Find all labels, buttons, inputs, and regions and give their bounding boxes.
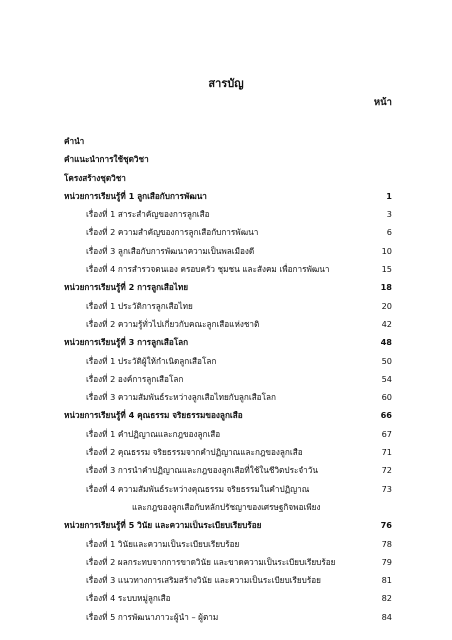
toc-entry-row	[64, 589, 392, 607]
toc-entry-row	[64, 443, 392, 461]
toc-entry-text: คำนำ	[64, 136, 85, 146]
toc-heading-row	[64, 169, 392, 187]
toc-entry-text: เรื่องที่ 1 ประวัติการลูกเสือไทย	[86, 300, 193, 311]
toc-page-number: 73	[381, 483, 392, 494]
toc-entry-row	[64, 297, 392, 315]
toc-entry-row	[64, 223, 392, 241]
toc-entry-text: เรื่องที่ 3 การนำคำปฏิญาณและกฎของลูกเสือที่ใช้ในชีวิตประจำวัน	[86, 465, 318, 476]
toc-entry-row	[64, 260, 392, 278]
toc-entry-row	[64, 461, 392, 479]
toc-entry-text: เรื่องที่ 2 ความสำคัญของการลูกเสือกับการพัฒนา	[86, 227, 259, 238]
toc-entry-text: โครงสร้างชุดวิชา	[64, 172, 126, 183]
toc-page-number: 3	[386, 209, 392, 220]
toc-unit-row	[64, 187, 392, 205]
toc-entry-text: เรื่องที่ 2 คุณธรรม จริยธรรมจากคำปฏิญาณและกฎของลูกเสือ	[86, 447, 303, 458]
toc-entry-row	[64, 535, 392, 553]
toc-entry-text: เรื่องที่ 3 ความสัมพันธ์ระหว่างลูกเสือไทยกับลูกเสือโลก	[86, 392, 276, 403]
toc-entry-text: หน่วยการเรียนรู้ที่ 2 การลูกเสือไทย	[64, 282, 189, 293]
toc-entry-text: เรื่องที่ 1 วินัยและความเป็นระเบียบเรียบร้อย	[86, 538, 240, 549]
toc-entry-text: เรื่องที่ 2 ความรู้ทั่วไปเกี่ยวกับคณะลูกเสือแห่งชาติ	[86, 318, 260, 329]
toc-entry-text: เรื่องที่ 2 ผลกระทบจากการขาดวินัย และขาดความเป็นระเบียบเรียบร้อย	[86, 556, 336, 567]
toc-entry-text: เรื่องที่ 1 สาระสำคัญของการลูกเสือ	[86, 209, 210, 220]
toc-entry-row	[64, 315, 392, 333]
toc-page-number: 6	[386, 227, 392, 238]
page-title: สารบัญ	[208, 77, 244, 90]
toc-unit-row	[64, 278, 392, 296]
toc-page-number: 10	[381, 245, 392, 256]
toc-entry-row	[64, 425, 392, 443]
toc-page-number: 81	[381, 575, 392, 586]
table-of-contents	[64, 132, 392, 626]
toc-page-number: 54	[381, 373, 392, 384]
toc-entry-text: เรื่องที่ 4 การสำรวจตนเอง ครอบครัว ชุมชน และสังคม เพื่อการพัฒนา	[86, 264, 330, 275]
toc-entry-text: หน่วยการเรียนรู้ที่ 1 ลูกเสือกับการพัฒนา	[64, 190, 207, 201]
toc-entry-row	[64, 498, 392, 516]
toc-page-number: 42	[381, 318, 392, 329]
toc-entry-row	[64, 553, 392, 571]
toc-page-number: 20	[381, 300, 392, 311]
toc-entry-row	[64, 370, 392, 388]
toc-heading-row	[64, 150, 392, 168]
toc-entry-text: เรื่องที่ 5 การพัฒนาภาวะผู้นำ – ผู้ตาม	[86, 611, 219, 622]
toc-entry-row	[64, 480, 392, 498]
toc-entry-text: หน่วยการเรียนรู้ที่ 5 วินัย และความเป็นระเบียบเรียบร้อย	[64, 520, 262, 531]
toc-unit-row	[64, 333, 392, 351]
toc-page-number: 66	[380, 410, 392, 421]
toc-page-number: 76	[380, 520, 392, 531]
toc-entry-text: เรื่องที่ 3 แนวทางการเสริมสร้างวินัย และความเป็นระเบียบเรียบร้อย	[86, 575, 321, 586]
toc-page-number: 79	[381, 556, 392, 567]
toc-entry-text: หน่วยการเรียนรู้ที่ 4 คุณธรรม จริยธรรมของลูกเสือ	[64, 410, 243, 421]
toc-entry-row	[64, 608, 392, 626]
toc-page-number: 48	[380, 337, 392, 348]
toc-entry-text: เรื่องที่ 1 คำปฏิญาณและกฎของลูกเสือ	[86, 428, 221, 439]
toc-entry-row	[64, 388, 392, 406]
toc-unit-row	[64, 516, 392, 534]
toc-entry-text: เรื่องที่ 1 ประวัติผู้ให้กำเนิดลูกเสือโลก	[86, 355, 217, 366]
toc-entry-text: หน่วยการเรียนรู้ที่ 3 การลูกเสือโลก	[64, 337, 189, 348]
toc-entry-text: เรื่องที่ 4 ระบบหมู่ลูกเสือ	[86, 593, 171, 604]
toc-page-number: 72	[381, 465, 392, 476]
toc-entry-text: เรื่องที่ 3 ลูกเสือกับการพัฒนาความเป็นพลเมืองดี	[86, 245, 255, 256]
toc-page-number: 67	[381, 428, 392, 439]
toc-entry-row	[64, 571, 392, 589]
page-column-header: หน้า	[373, 97, 392, 108]
toc-entry-row	[64, 205, 392, 223]
toc-page-number: 1	[386, 190, 392, 201]
toc-entry-row	[64, 352, 392, 370]
toc-page-number: 15	[381, 264, 392, 275]
toc-page-number: 82	[381, 593, 392, 604]
toc-page-number: 84	[381, 611, 392, 622]
toc-page-number: 78	[381, 538, 392, 549]
toc-heading-row	[64, 132, 392, 150]
toc-entry-text: เรื่องที่ 4 ความสัมพันธ์ระหว่างคุณธรรม จริยธรรมในคำปฏิญาณ	[86, 483, 310, 494]
toc-entry-text: เรื่องที่ 2 องค์การลูกเสือโลก	[86, 373, 184, 384]
toc-entry-row	[64, 242, 392, 260]
toc-entry-text: คำแนะนำการใช้ชุดวิชา	[64, 154, 149, 165]
toc-entry-text: และกฎของลูกเสือกับหลักปรัชญาของเศรษฐกิจพอเพียง	[132, 501, 321, 512]
toc-page-number: 50	[381, 355, 392, 366]
toc-unit-row	[64, 406, 392, 424]
toc-page-number: 18	[380, 282, 392, 293]
toc-page-number: 60	[381, 392, 392, 403]
toc-page-number: 71	[381, 447, 392, 458]
